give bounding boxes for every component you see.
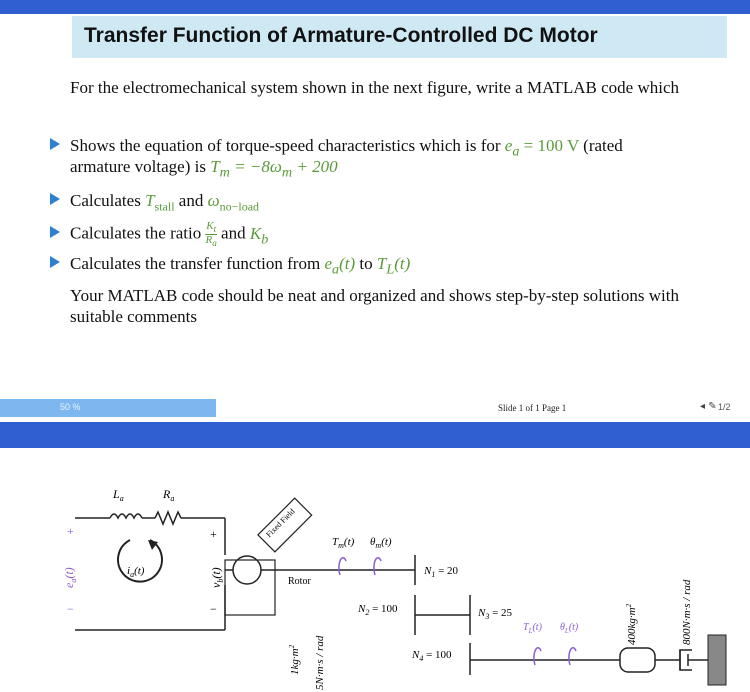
zoom-level: 50 %: [60, 402, 81, 412]
math-tl-t: $T_L(t)$: [376, 254, 411, 278]
math-ea: $e_a$: [504, 136, 520, 160]
bullet-triangle-icon: [50, 193, 60, 205]
math-kt-over-ra: $\frac{K_t}{R_a}$: [205, 220, 217, 249]
vb-plus: +: [210, 527, 217, 541]
closing-text: Your MATLAB code should be neat and organized and shows step-by-step solutions with suitable comments: [70, 286, 679, 326]
math-wnoload: $\omega_{no-load}$: [207, 191, 260, 214]
page-separator-bar: [0, 422, 750, 448]
top-accent-bar: [0, 0, 750, 14]
ea-minus: −: [67, 602, 74, 616]
thL-label: $\theta_L(t)$: [560, 622, 579, 635]
bullet-3: Calculates the ratio $\frac{K_t}{R_a}$ and $K_b$: [50, 221, 268, 250]
slide-title-box: [72, 16, 727, 58]
math-torque-speed-eq: $T_m = -8\omega_m + 200$: [210, 157, 338, 181]
math-ea-value: = 100 V: [519, 136, 579, 155]
slide-info: Slide 1 of 1 Page 1: [498, 403, 567, 413]
intro-text: For the electromechanical system shown in the next figure, write a MATLAB code which: [70, 78, 679, 97]
motor-circuit-diagram: [40, 470, 740, 692]
N1-label: $N_1 = 20$: [424, 565, 459, 579]
N4-label: $N_4 = 100$: [412, 649, 452, 663]
J1-label: $1kg\cdot m^2$: [288, 644, 301, 675]
D2-label: 800N·m·s / rad: [681, 579, 693, 645]
bullet-2: Calculates $T_{stall}$ and $\omega_{no-load}$: [50, 190, 259, 217]
bullet-4: Calculates the transfer function from $e_a(t)$ to $T_L(t)$: [50, 253, 410, 280]
vb-minus: −: [210, 602, 217, 616]
N2-label: $N_2 = 100$: [358, 603, 398, 617]
page-nav-icon[interactable]: ◂ ✎: [700, 401, 717, 412]
thm-label: $\theta_m(t)$: [370, 536, 392, 550]
La-label: $L_a$: [113, 487, 124, 503]
ia-label: $i_a(t)$: [127, 565, 145, 579]
Ra-label: $R_a$: [163, 487, 175, 503]
ground-wall: [708, 635, 726, 685]
bullet-1: Shows the equation of torque-speed characteristics which is for $e_a = 100$ V (rated: [50, 135, 623, 162]
D1-label: 5N·m·s / rad: [314, 635, 326, 690]
N3-label: $N_3 = 25$: [478, 607, 513, 621]
math-tstall: $T_{stall}$: [145, 191, 175, 214]
bullet-triangle-icon: [50, 138, 60, 150]
J2-label: $400kg\cdot m^2$: [625, 603, 638, 645]
fixed-field-label: Fixed Field: [264, 506, 297, 540]
zoom-indicator[interactable]: [0, 399, 216, 417]
ea-label: $e_a(t)$: [62, 567, 78, 588]
bullet-1-line-2: armature voltage) is $T_m = -8\omega_m + 200$: [70, 157, 338, 181]
vb-label: $v_b(t)$: [209, 567, 225, 588]
math-kb: $K_b$: [249, 223, 269, 247]
ea-plus: +: [67, 524, 74, 538]
TL-label: $T_L(t)$: [523, 622, 542, 635]
page-count: 1/2: [718, 402, 731, 412]
math-ea-t: $e_a(t)$: [324, 254, 356, 278]
rotor-label: Rotor: [288, 576, 311, 587]
bullet-triangle-icon: [50, 256, 60, 268]
Tm-label: $T_m(t)$: [332, 536, 355, 550]
load-damper: [680, 650, 708, 670]
slide-title: Transfer Function of Armature-Controlled DC Motor: [84, 24, 598, 47]
load-inertia: [620, 648, 655, 672]
bullet-triangle-icon: [50, 226, 60, 238]
